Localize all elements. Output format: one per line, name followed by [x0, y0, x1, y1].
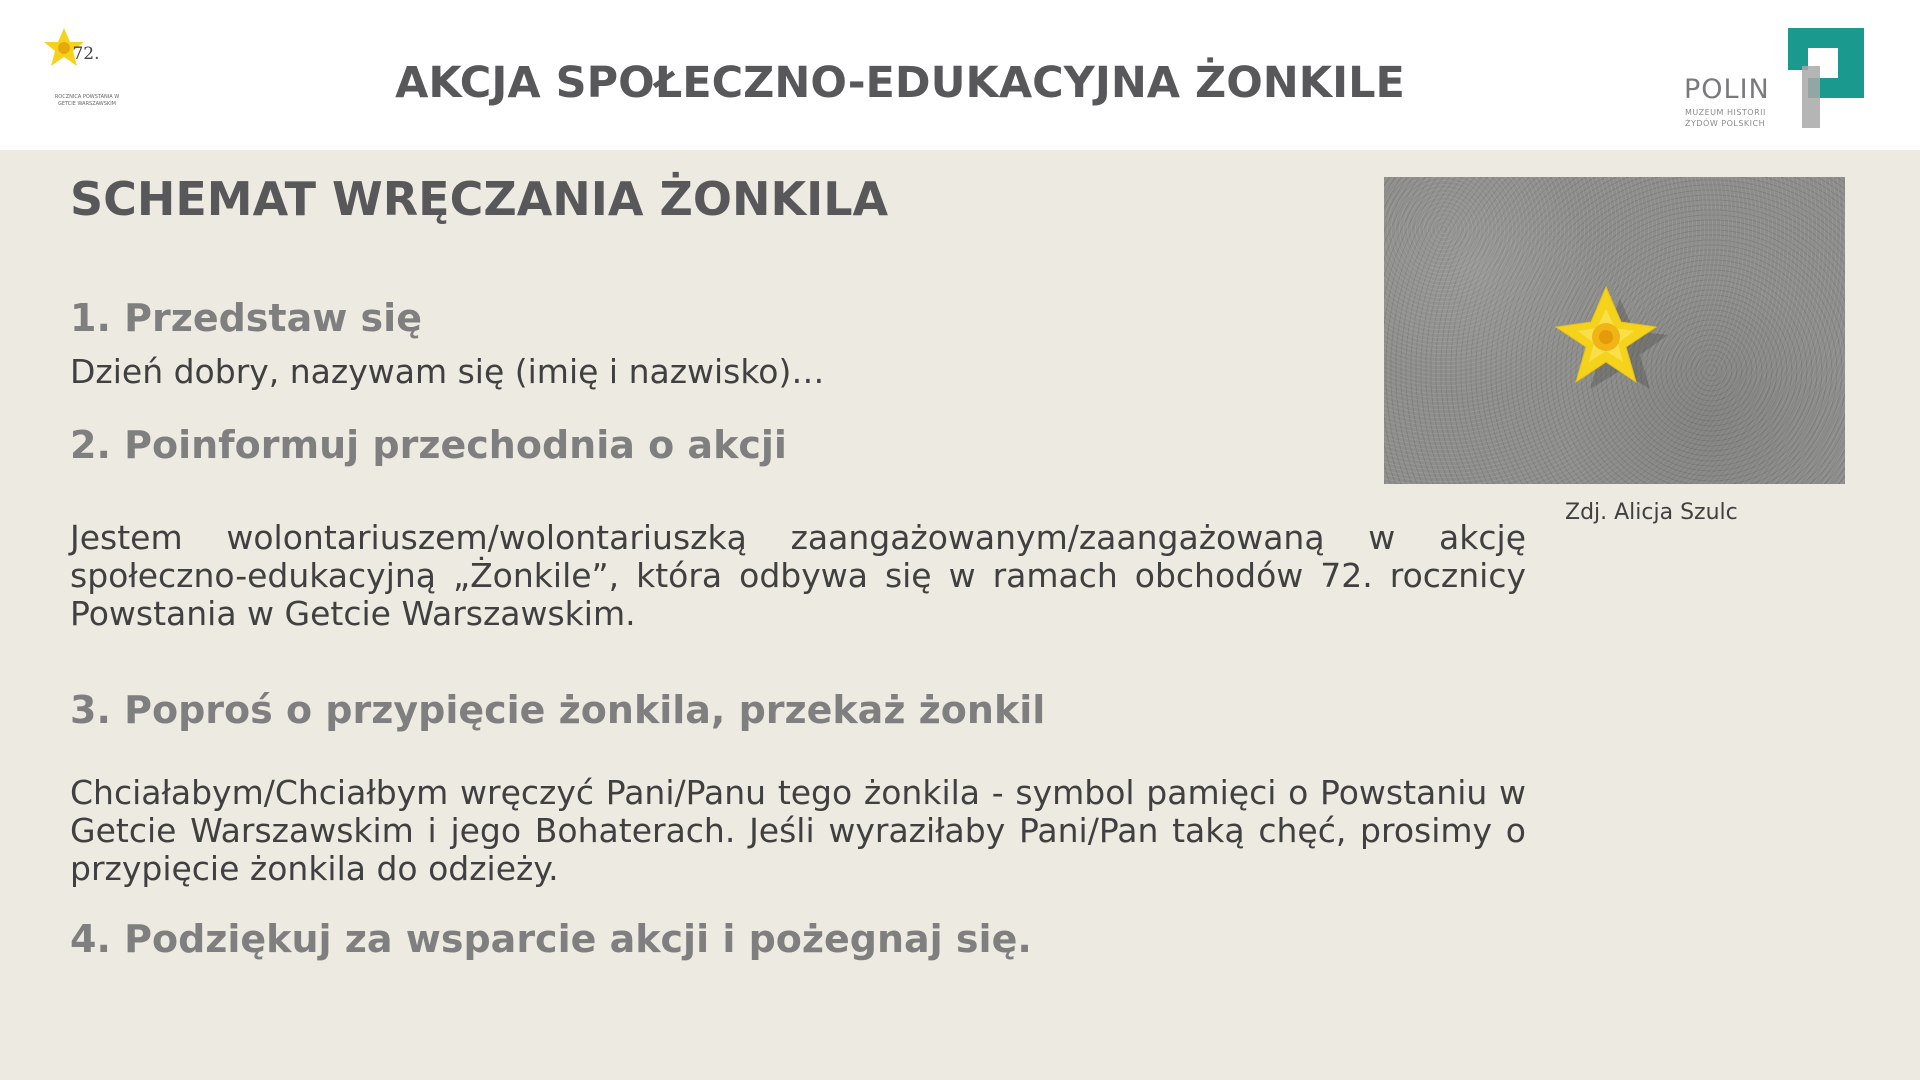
page-header-title: AKCJA SPOŁECZNO-EDUKACYJNA ŻONKILE [395, 58, 1405, 108]
main-title: SCHEMAT WRĘCZANIA ŻONKILA [70, 172, 889, 226]
step-3-text: Chciałabym/Chciałbym wręczyć Pani/Panu tego żonkila - symbol pamięci o Powstaniu w Getcie Warszawskim i jego Bohaterach. Jeśli wyraziłaby Pani/Pan taką chęć, prosimy o przypięcie żonkila do odzieży. [70, 773, 1526, 888]
paper-daffodil-icon [1384, 177, 1845, 484]
photo-caption: Zdj. Alicja Szulc [1565, 500, 1738, 525]
step-2-text: Jestem wolontariuszem/wolontariuszką zaangażowanym/zaangażowaną w akcję społeczno-edukacyjną „Żonkile”, która odbywa się w ramach obchodów 72. rocznicy Powstania w Getcie Warszawskim. [70, 518, 1526, 633]
step-1-text: Dzień dobry, nazywam się (imię i nazwisko)… [70, 352, 825, 391]
step-1-heading: 1. Przedstaw się [70, 296, 422, 340]
step-3-heading: 3. Poproś o przypięcie żonkila, przekaż żonkil [70, 688, 1046, 732]
anniversary-text: ROCZNICA POWSTANIA W GETCIE WARSZAWSKIM [54, 94, 120, 107]
polin-logo-icon [1788, 28, 1864, 128]
header-bar [0, 0, 1920, 150]
daffodil-photo [1384, 177, 1845, 484]
anniversary-number: 72. [72, 44, 100, 64]
museum-logo-name: POLIN [1684, 74, 1770, 105]
step-4-heading: 4. Podziękuj za wsparcie akcji i pożegnaj się. [70, 917, 1032, 961]
museum-logo-subtitle: MUZEUM HISTORII ŻYDÓW POLSKICH [1685, 108, 1766, 128]
step-2-heading: 2. Poinformuj przechodnia o akcji [70, 423, 787, 467]
